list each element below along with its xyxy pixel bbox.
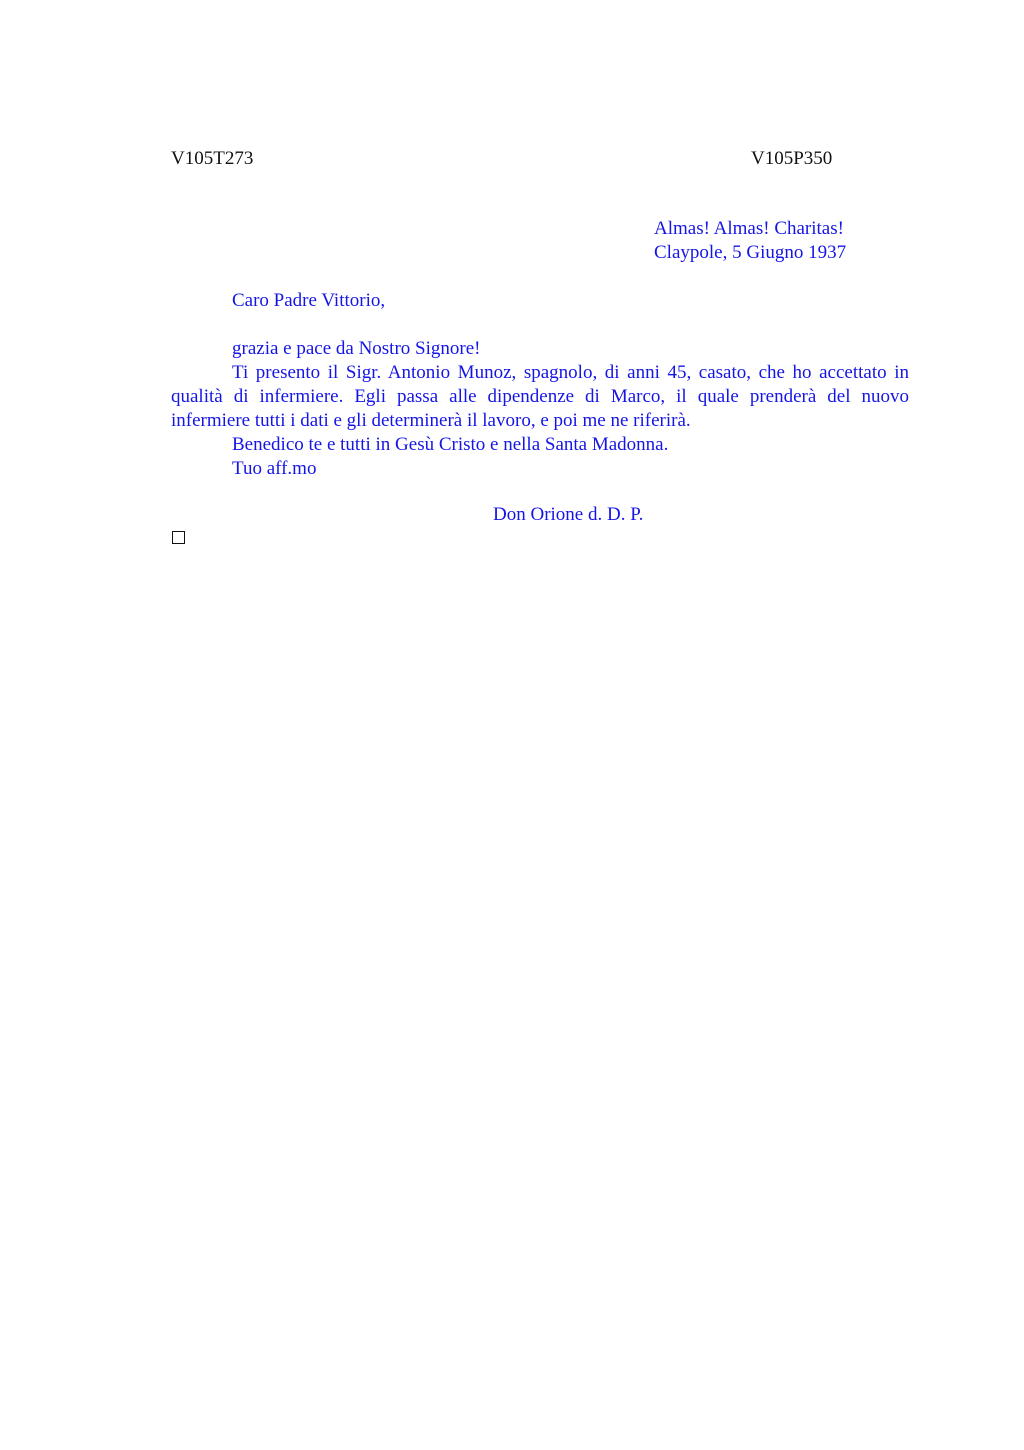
body-paragraph-2: Benedico te e tutti in Gesù Cristo e nella Santa Madonna. [232, 434, 669, 455]
signature: Don Orione d. D. P. [493, 504, 644, 525]
letter-header [654, 217, 846, 265]
motto: Almas! Almas! Charitas! [654, 218, 844, 239]
reference-code-right: V105P350 [751, 148, 833, 169]
closing: Tuo aff.mo [232, 458, 317, 479]
salutation: Caro Padre Vittorio, [232, 290, 386, 311]
place-date: Claypole, 5 Giugno 1937 [654, 242, 847, 263]
greeting: grazia e pace da Nostro Signore! [232, 338, 481, 359]
letter-body [171, 337, 909, 481]
empty-square-icon [172, 531, 185, 544]
body-paragraph-1: Ti presento il Sigr. Antonio Munoz, spagnolo, di anni 45, casato, che ho accettato in qualità di infermiere. Egli passa alle dipendenze di Marco, il quale prenderà del nuovo infermiere tutti i dati e gli determinerà il lavoro, e poi me ne riferirà. [171, 362, 909, 431]
reference-code-left: V105T273 [171, 148, 254, 169]
